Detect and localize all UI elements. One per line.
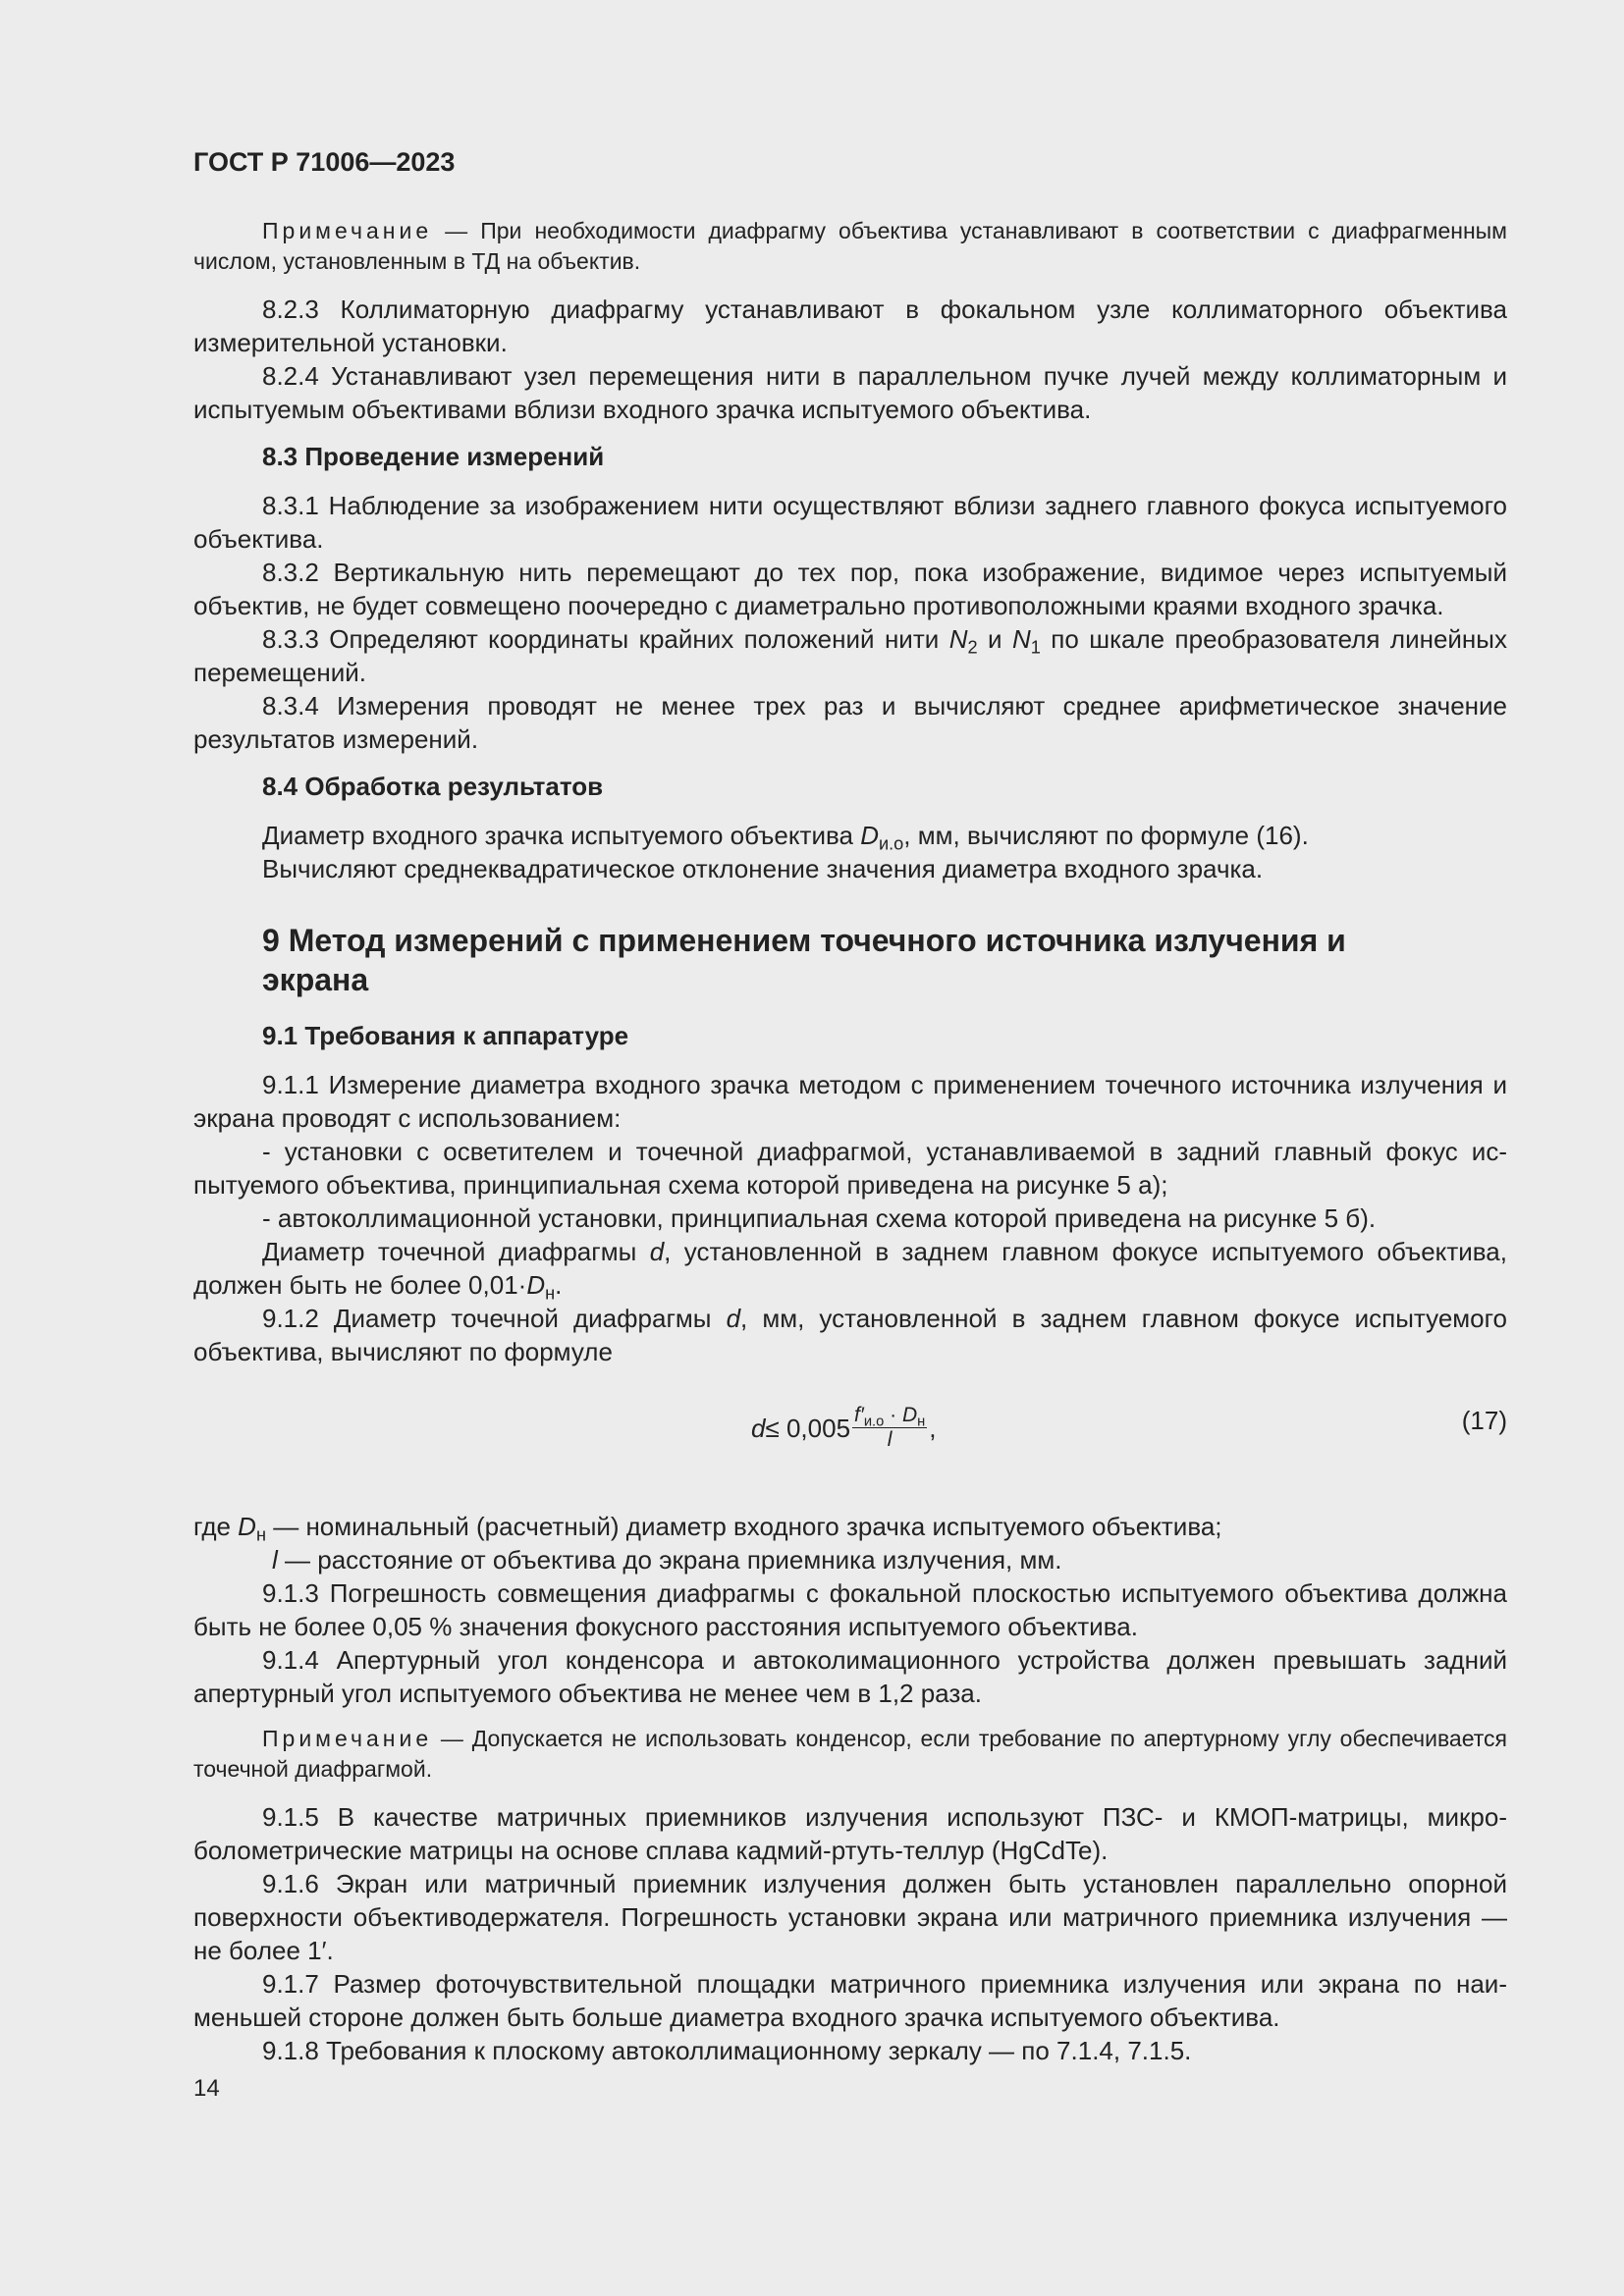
equation-number: (17): [1461, 1406, 1507, 1435]
formula-lhs: d: [751, 1413, 766, 1443]
list-item-autocollimation: - автоколлимационной установки, принципиальная схема которой приведена на рисунке 5 б).: [262, 1203, 1377, 1233]
note-label: Примечание: [262, 218, 433, 243]
formula-tail: ,: [929, 1413, 937, 1443]
text-run: Диаметр точечной диафрагмы: [262, 1237, 650, 1266]
text-run: 9.1.2 Диаметр точечной диафрагмы: [262, 1304, 727, 1333]
clause-8-2-3: 8.2.3 Коллиматорную диафрагму устанавливают в фокальном узле коллиматорного объектива измерительной установки.: [193, 294, 1507, 357]
clause-diaphragm-requirement: [193, 1235, 1507, 1302]
text-run: , установленной в заднем главном фокусе испытуемого объектива, должен быть не более 0,01·: [193, 1237, 1507, 1300]
formula-expression: [751, 1404, 936, 1452]
symbol-d: D: [860, 821, 879, 850]
clause-8-3-4: 8.3.4 Измерения проводят не менее трех раз и вычисляют среднее арифметическое значение результатов измерений.: [193, 691, 1507, 754]
subscript: 2: [967, 637, 978, 658]
symbol-d: d: [649, 1237, 665, 1266]
section-9-heading: 9 Метод измерений с применением точечного источника излучения и экрана: [262, 923, 1346, 997]
page-content: [193, 145, 1507, 2067]
formula-17: [193, 1386, 1507, 1465]
note-text: — Допускается не использовать конденсор, если требование по апертурному углу обеспечивается точечной диафрагмой.: [193, 1726, 1507, 1782]
clause-9-1-5: 9.1.5 В качестве матричных приемников излучения используют ПЗС- и КМОП-матрицы, микроболометрические матрицы на основе сплава кадмий-ртуть-теллур (HgCdTe).: [193, 1802, 1507, 1865]
list-item-installation: - установки с осветителем и точечной диафрагмой, устанавливаемой в задний главный фокус испытуемого объектива, принципиальная схема которой приведена на рисунке 5 а);: [193, 1137, 1507, 1200]
text-run: — номинальный (расчетный) диаметр входного зрачка испытуемого объектива;: [266, 1512, 1222, 1541]
formula-operator: ≤ 0,005: [765, 1413, 851, 1443]
text-run: .: [555, 1270, 563, 1300]
clause-9-1-1: 9.1.1 Измерение диаметра входного зрачка методом с применением точечного источника излучения и экрана проводят с использованием:: [193, 1070, 1507, 1133]
where-d-nominal: [193, 1510, 1507, 1543]
text-run: , мм, вычисляют по формуле (16).: [903, 821, 1309, 850]
section-9-1-heading: 9.1 Требования к аппаратуре: [262, 1021, 629, 1050]
page-number: 14: [193, 2075, 220, 2102]
symbol-d: d: [726, 1304, 741, 1333]
clause-8-3-1: 8.3.1 Наблюдение за изображением нити осуществляют вблизи заднего главного фокуса испытуемого объектива.: [193, 491, 1507, 554]
text-run: Диаметр входного зрачка испытуемого объектива: [262, 821, 861, 850]
subscript: н: [255, 1524, 266, 1545]
clause-9-1-7: 9.1.7 Размер фоточувствительной площадки матричного приемника излучения или экрана по наименьшей стороне должен быть больше диаметра входного зрачка испытуемого объектива.: [193, 1969, 1507, 2032]
clause-8-3-2: 8.3.2 Вертикальную нить перемещают до тех пор, пока изображение, видимое через испытуемый объектив, не будет совмещено поочередно с диаметрально противоположными краями входного зрачка.: [193, 558, 1507, 620]
subscript: и.о: [863, 1414, 885, 1430]
where-l-distance: [193, 1543, 1507, 1576]
fraction-numerator: [852, 1404, 927, 1428]
symbol-D: D: [901, 1404, 918, 1426]
clause-9-1-6: 9.1.6 Экран или матричный приемник излучения должен быть установлен параллельно опорной поверхности объективодержателя. Погрешность установки экрана или матричного приемника излучения — не более 1′.: [193, 1869, 1507, 1965]
clause-9-1-8: 9.1.8 Требования к плоскому автоколлимационному зеркалу — по 7.1.4, 7.1.5.: [262, 2036, 1192, 2065]
document-code: ГОСТ Р 71006—2023: [193, 147, 456, 177]
symbol-D: D: [238, 1512, 256, 1541]
text-run: 8.3.3 Определяют координаты крайних положений нити: [262, 624, 949, 654]
clause-9-1-4: 9.1.4 Апертурный угол конденсора и автоколимационного устройства должен превышать задний апертурный угол испытуемого объектива не менее чем в 1,2 раза.: [193, 1645, 1507, 1708]
symbol-D: D: [526, 1270, 546, 1300]
subscript: и.о: [878, 833, 904, 854]
note-text: — При необходимости диафрагму объектива устанавливают в соответствии с диафрагменным числом, установленным в ТД на объектив.: [193, 218, 1507, 274]
symbol-l: l: [887, 1428, 893, 1451]
clause-8-3-3: [193, 622, 1507, 689]
section-8-4-heading: 8.4 Обработка результатов: [262, 772, 604, 801]
note-condenser: [193, 1724, 1507, 1785]
clause-9-1-2: [193, 1302, 1507, 1368]
symbol-n: N: [1011, 624, 1031, 654]
text-run: — расстояние от объектива до экрана приемника излучения, мм.: [277, 1545, 1062, 1575]
text-run: , мм, установленной в заднем главном фокусе испытуемого объектива, вычисляют по формуле: [193, 1304, 1508, 1366]
fraction-denominator: [886, 1428, 894, 1452]
formula-fraction: [852, 1404, 927, 1452]
symbol-f: f′: [854, 1404, 864, 1426]
clause-8-4-deviation: Вычисляют среднеквадратическое отклонение значения диаметра входного зрачка.: [262, 854, 1264, 883]
dot-operator: ·: [884, 1404, 902, 1426]
note-aperture: [193, 216, 1507, 277]
symbol-n: N: [948, 624, 968, 654]
note-label: Примечание: [262, 1726, 433, 1751]
symbol-l: l: [272, 1545, 278, 1575]
clause-9-1-3: 9.1.3 Погрешность совмещения диафрагмы с фокальной плоскостью испытуемого объектива должна быть не более 0,05 % значения фокусного расстояния испытуемого объектива.: [193, 1578, 1507, 1641]
subscript: 1: [1030, 637, 1041, 658]
section-8-3-heading: 8.3 Проведение измерений: [262, 442, 605, 471]
subscript: н: [545, 1283, 556, 1304]
text-run: и: [977, 624, 1012, 654]
text-run: по шкале преобразователя линейных перемещений.: [193, 624, 1507, 687]
clause-8-2-4: 8.2.4 Устанавливают узел перемещения нити в параллельном пучке лучей между коллиматорным и испытуемым объективами вблизи входного зрачка испытуемого объектива.: [193, 361, 1507, 424]
clause-8-4-diameter: [193, 819, 1507, 852]
subscript: н: [917, 1414, 926, 1430]
text-run: где: [193, 1512, 239, 1541]
